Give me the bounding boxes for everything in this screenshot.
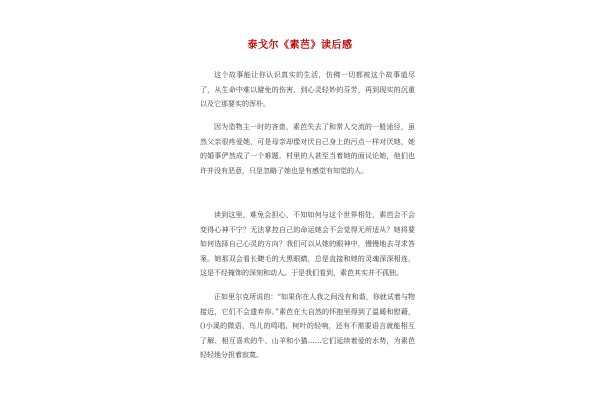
paragraph-2: 因为造物主一时的吝啬，素芭失去了和常人交流的一般途径，虽然父亲很疼爱她，可是母亲却像对厌自己身上的污点一样对厌她，她的婚事俨然成了一个难题，村里的人甚至当着她的面议论她，他们也许并没有恶意，只是忽略了她也是有感觉有知觉的人。 bbox=[200, 123, 415, 175]
paragraph-1: 这个故事能让你认识真实的生活，仿佛一切都被这个故事道尽了，从生命中难以避免的伤害，到心灵轻妙的芬芳，再到现实的沉重以及它那要实的浑朴。 bbox=[200, 71, 415, 108]
document-title: 泰戈尔《素芭》读后感 bbox=[247, 40, 353, 51]
paragraph-3: 读到这里，难免会担心，不知如何与这个世界相处，素芭会不会变得心神不宁？无法掌控自己的命运她会不会觉得无所适从？她将要如何选择自己心灵的方向？我们可以从她的眼神中，慢慢地去寻求答案。她那双会看长睫毛的大黑眼睛，总是直接和她的灵魂深深相连，这是不经掩饰的深刻和动人。于是我们看到，素芭其实并不孤独。 bbox=[200, 211, 415, 277]
paragraph-4: 正如里尔克所说的：“如果你在人我之间没有和谐，你就试着与物接近，它们不会遗弃你。”素芭在大自然的怀抱里得到了温暖和慰藉，()小溪的微语、鸟儿的鸣唱、树叶的轻响，还有不需要语言就能相互了解、相互喜欢的牛、山羊和小猫……它们延续着爱的水势，为素芭轻轻地分担着寂寞。 bbox=[200, 293, 415, 359]
